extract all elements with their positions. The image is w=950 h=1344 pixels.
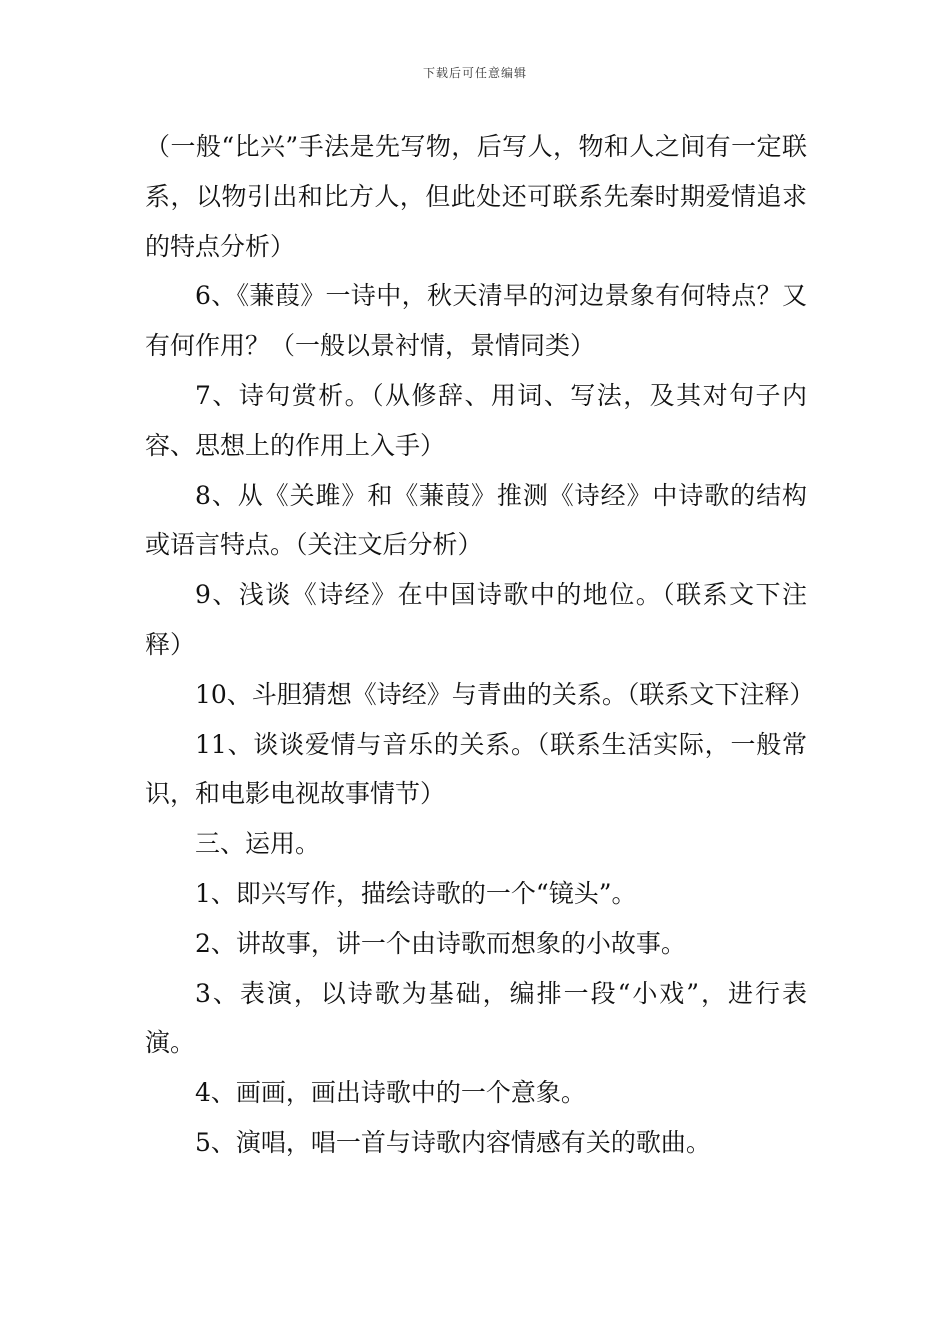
paragraph-activity-5: 5、演唱，唱一首与诗歌内容情感有关的歌曲。 <box>195 1127 711 1157</box>
paragraph-question-9: 9、浅谈《诗经》在中国诗歌中的地位。（联系文下注释） <box>145 580 807 659</box>
page-header: 下载后可任意编辑 <box>422 66 527 80</box>
paragraph-activity-1: 1、即兴写作，描绘诗歌的一个“镜头”。 <box>195 878 637 908</box>
paragraph-activity-2: 2、讲故事，讲一个由诗歌而想象的小故事。 <box>195 928 686 958</box>
paragraph-question-6: 6、《蒹葭》一诗中，秋天清早的河边景象有何特点？又有何作用？（一般以景衬情，景情同类） <box>145 281 807 361</box>
paragraph-question-10: 10、斗胆猜想《诗经》与青曲的关系。（联系文下注释） <box>195 679 815 709</box>
paragraph-question-8: 8、从《关雎》和《蒹葭》推测《诗经》中诗歌的结构或语言特点。（关注文后分析） <box>145 480 807 560</box>
paragraph-activity-3: 3、表演，以诗歌为基础，编排一段“小戏”，进行表演。 <box>145 978 807 1058</box>
paragraph-question-7: 7、诗句赏析。（从修辞、用词、写法，及其对句子内容、思想上的作用上入手） <box>145 380 807 460</box>
paragraph-question-11: 11、谈谈爱情与音乐的关系。（联系生活实际，一般常识，和电影电视故事情节） <box>145 729 807 809</box>
document-body <box>145 122 815 1168</box>
paragraph-bixing-note: （一般“比兴”手法是先写物，后写人，物和人之间有一定联系，以物引出和比方人，但此处还可联系先秦时期爱情追求的特点分析） <box>145 132 807 261</box>
paragraph-activity-4: 4、画画，画出诗歌中的一个意象。 <box>195 1078 586 1108</box>
section-heading-application: 三、运用。 <box>195 829 321 859</box>
